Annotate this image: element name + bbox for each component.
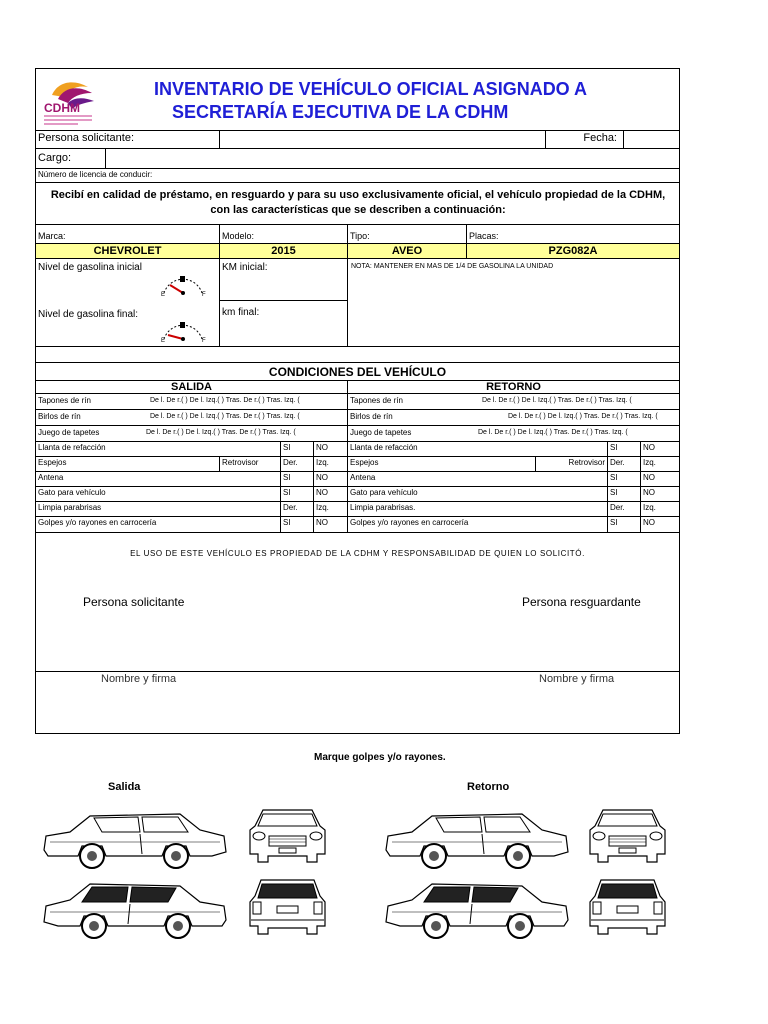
row-antena bbox=[36, 472, 679, 487]
diagram-salida-label: Salida bbox=[108, 781, 141, 793]
suv-side-right-salida-icon[interactable] bbox=[40, 876, 230, 942]
fuel-gauge-final-icon bbox=[158, 313, 208, 343]
espejos-retorno-izq[interactable]: Izq. bbox=[643, 458, 656, 467]
suv-side-left-retorno-icon[interactable] bbox=[382, 806, 572, 872]
birlos-retorno-positions[interactable]: De l. De r.( ) De l. Izq.( ) Tras. De r.( ) Tras. Izq. ( bbox=[508, 413, 658, 420]
title-line-1: INVENTARIO DE VEHÍCULO OFICIAL ASIGNADO A bbox=[154, 79, 588, 99]
gato-salida-label: Gato para vehículo bbox=[36, 487, 281, 501]
logo-text: CDHM bbox=[44, 101, 80, 115]
birlos-salida-positions[interactable]: De l. De r.( ) De l. Izq.( ) Tras. De r.( ) Tras. Izq. ( bbox=[150, 413, 300, 420]
espejos-retorno-der[interactable]: Der. bbox=[608, 457, 641, 471]
golpes-salida-no[interactable]: NO bbox=[314, 517, 348, 532]
row-licencia bbox=[36, 169, 679, 183]
llanta-retorno-no[interactable]: NO bbox=[643, 443, 655, 452]
llanta-retorno-si[interactable]: SI bbox=[608, 442, 641, 456]
conditions-title: CONDICIONES DEL VEHÍCULO bbox=[268, 365, 447, 379]
limpia-salida-label: Limpia parabrisas bbox=[36, 502, 281, 516]
gato-retorno-no[interactable]: NO bbox=[643, 488, 655, 497]
cargo-field[interactable] bbox=[106, 149, 679, 168]
signature-resguardante-field[interactable] bbox=[476, 613, 666, 667]
svg-text:E: E bbox=[161, 338, 166, 343]
nota-text: NOTA: MANTENER EN MAS DE 1/4 DE GASOLINA LA UNIDAD bbox=[351, 263, 554, 270]
fuel-gauge-inicial-icon bbox=[158, 267, 208, 297]
llanta-salida-label: Llanta de refacción bbox=[36, 442, 281, 456]
birlos-salida-label: Birlos de rín bbox=[38, 412, 81, 421]
row-cargo bbox=[36, 149, 679, 169]
row-tapones bbox=[36, 394, 679, 410]
suv-side-right-retorno-icon[interactable] bbox=[382, 876, 572, 942]
tipo-value: AVEO bbox=[348, 244, 467, 258]
tapetes-salida-positions[interactable]: De l. De r.( ) De l. Izq.( ) Tras. De r.( ) Tras. Izq. ( bbox=[146, 429, 296, 436]
statement-text: Recibí en calidad de préstamo, en resguardo y para su uso exclusivamente oficial, el vehículo propiedad de la CDHM, con las características que se describen a continuación: bbox=[50, 189, 666, 216]
row-salida-retorno bbox=[36, 381, 679, 394]
row-golpes bbox=[36, 517, 679, 533]
tapones-retorno-positions[interactable]: De l. De r.( ) De l. Izq.( ) Tras. De r.( ) Tras. Izq. ( bbox=[482, 397, 632, 404]
espejos-salida-izq[interactable]: Izq. bbox=[314, 457, 348, 471]
row-nombre-firma bbox=[36, 672, 679, 733]
golpes-salida-si[interactable]: SI bbox=[281, 517, 314, 532]
row-persona bbox=[36, 131, 679, 149]
km-final-field[interactable]: km final: bbox=[222, 307, 260, 318]
marca-value: CHEVROLET bbox=[36, 244, 220, 258]
salida-header: SALIDA bbox=[36, 381, 348, 393]
tapones-retorno-label: Tapones de rín bbox=[350, 396, 403, 405]
antena-salida-no[interactable]: NO bbox=[314, 472, 348, 486]
tapetes-retorno-label: Juego de tapetes bbox=[350, 428, 412, 437]
row-limpia bbox=[36, 502, 679, 517]
tapones-salida-positions[interactable]: De l. De r.( ) De l. Izq.( ) Tras. De r.( ) Tras. Izq. ( bbox=[150, 397, 300, 404]
antena-retorno-no[interactable]: NO bbox=[643, 473, 655, 482]
gato-retorno-si[interactable]: SI bbox=[608, 487, 641, 501]
tapones-salida-label: Tapones de rín bbox=[38, 396, 91, 405]
km-inicial-field[interactable]: KM inicial: bbox=[220, 259, 347, 301]
title-line-2: SECRETARÍA EJECUTIVA DE LA CDHM bbox=[172, 102, 509, 122]
antena-salida-label: Antena bbox=[36, 472, 281, 486]
persona-solicitante-signature-label: Persona solicitante bbox=[83, 595, 185, 609]
row-vehicle-labels bbox=[36, 225, 679, 244]
fecha-label: Fecha: bbox=[546, 131, 624, 148]
suv-front-retorno-icon[interactable] bbox=[585, 806, 670, 866]
golpes-retorno-label: Golpes y/o rayones en carrocería bbox=[348, 517, 608, 532]
km-column bbox=[220, 259, 348, 346]
llanta-retorno-label: Llanta de refacción bbox=[348, 442, 608, 456]
persona-solicitante-label: Persona solicitante: bbox=[36, 131, 220, 148]
espejos-retorno-retrovisor[interactable]: Retrovisor bbox=[536, 457, 608, 471]
row-spacer bbox=[36, 347, 679, 363]
antena-retorno-label: Antena bbox=[348, 472, 608, 486]
uso-text: EL USO DE ESTE VEHÍCULO ES PROPIEDAD DE LA CDHM Y RESPONSABILIDAD DE QUIEN LO SOLICITÓ. bbox=[130, 549, 585, 558]
llanta-salida-si[interactable]: SI bbox=[281, 442, 314, 456]
suv-front-salida-icon[interactable] bbox=[245, 806, 330, 866]
gato-salida-no[interactable]: NO bbox=[314, 487, 348, 501]
nombre-firma-resguardante: Nombre y firma bbox=[539, 673, 615, 685]
antena-salida-si[interactable]: SI bbox=[281, 472, 314, 486]
espejos-salida-label: Espejos bbox=[36, 457, 220, 471]
row-vehicle-values bbox=[36, 244, 679, 259]
golpes-salida-label: Golpes y/o rayones en carrocería bbox=[36, 517, 281, 532]
golpes-retorno-no[interactable]: NO bbox=[643, 518, 655, 527]
modelo-value: 2015 bbox=[220, 244, 348, 258]
row-gato bbox=[36, 487, 679, 502]
form-header bbox=[36, 69, 679, 131]
limpia-salida-izq[interactable]: Izq. bbox=[314, 502, 348, 516]
tipo-label: Tipo: bbox=[348, 225, 467, 243]
fecha-field[interactable] bbox=[624, 131, 679, 148]
inventory-form bbox=[35, 68, 680, 734]
placas-label: Placas: bbox=[469, 231, 499, 241]
suv-rear-salida-icon[interactable] bbox=[245, 876, 330, 938]
placas-value: PZG082A bbox=[548, 245, 598, 257]
birlos-retorno-label: Birlos de rín bbox=[350, 412, 393, 421]
espejos-retorno-label: Espejos bbox=[348, 457, 536, 471]
signature-solicitante-field[interactable] bbox=[56, 613, 256, 667]
row-statement bbox=[36, 183, 679, 225]
svg-text:E: E bbox=[161, 292, 166, 297]
limpia-retorno-izq[interactable]: Izq. bbox=[643, 503, 656, 512]
espejos-salida-retrovisor[interactable]: Retrovisor bbox=[220, 457, 281, 471]
cargo-label: Cargo: bbox=[36, 149, 106, 168]
fuel-gauge-column bbox=[36, 259, 220, 346]
persona-resguardante-signature-label: Persona resguardante bbox=[522, 595, 641, 609]
suv-side-left-salida-icon[interactable] bbox=[40, 806, 230, 872]
golpes-retorno-si[interactable]: SI bbox=[608, 517, 641, 532]
row-llanta bbox=[36, 442, 679, 457]
limpia-retorno-der[interactable]: Der. bbox=[608, 502, 641, 516]
limpia-salida-der[interactable]: Der. bbox=[281, 502, 314, 516]
row-espejos bbox=[36, 457, 679, 472]
marca-label: Marca: bbox=[36, 225, 220, 243]
retorno-header: RETORNO bbox=[486, 381, 541, 393]
diagram-retorno-label: Retorno bbox=[467, 781, 510, 793]
suv-rear-retorno-icon[interactable] bbox=[585, 876, 670, 938]
row-signatures bbox=[36, 533, 679, 672]
fuel-final-label: Nivel de gasolina final: bbox=[38, 309, 139, 320]
espejos-salida-der[interactable]: Der. bbox=[281, 457, 314, 471]
tapetes-retorno-positions[interactable]: De l. De r.( ) De l. Izq.( ) Tras. De r.( ) Tras. Izq. ( bbox=[478, 429, 628, 436]
fuel-inicial-label: Nivel de gasolina inicial bbox=[38, 262, 142, 273]
antena-retorno-si[interactable]: SI bbox=[608, 472, 641, 486]
row-fuel bbox=[36, 259, 679, 347]
marque-golpes-text: Marque golpes y/o rayones. bbox=[314, 752, 446, 763]
row-birlos bbox=[36, 410, 679, 426]
persona-solicitante-field[interactable] bbox=[220, 131, 546, 148]
nombre-firma-solicitante: Nombre y firma bbox=[101, 673, 177, 685]
limpia-retorno-label: Limpia parabrisas. bbox=[348, 502, 608, 516]
tapetes-salida-label: Juego de tapetes bbox=[38, 428, 100, 437]
svg-text:F: F bbox=[202, 292, 206, 297]
gato-salida-si[interactable]: SI bbox=[281, 487, 314, 501]
llanta-salida-no[interactable]: NO bbox=[314, 442, 348, 456]
svg-text:F: F bbox=[202, 338, 206, 343]
row-tapetes bbox=[36, 426, 679, 442]
gato-retorno-label: Gato para vehículo bbox=[348, 487, 608, 501]
modelo-label: Modelo: bbox=[220, 225, 348, 243]
row-conditions-title bbox=[36, 363, 679, 381]
licencia-label: Número de licencia de conducir: bbox=[38, 170, 153, 179]
